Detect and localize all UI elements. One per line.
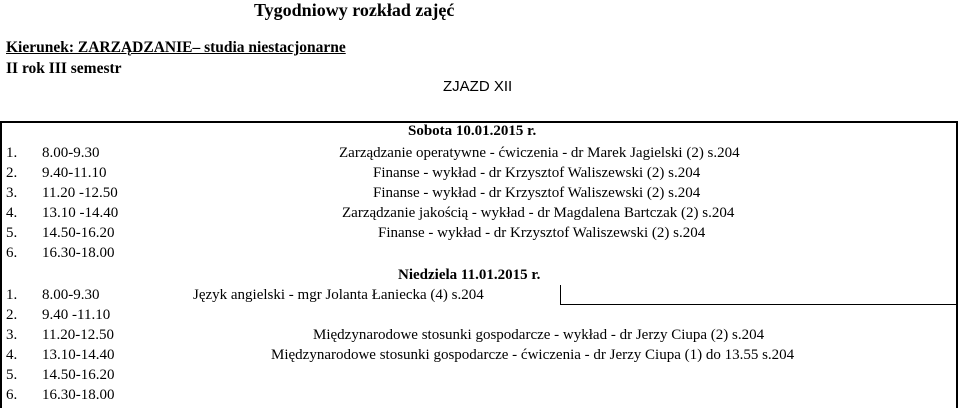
session-label: ZJAZD XII: [443, 78, 513, 95]
row-index: 2.: [6, 307, 18, 323]
row-time: 8.00-9.30: [42, 287, 100, 303]
row-time: 9.40-11.10: [42, 165, 107, 181]
table-row: [0, 305, 958, 325]
row-index: 4.: [6, 347, 18, 363]
page-title: Tygodniowy rozkład zajęć: [254, 0, 455, 20]
saturday-header: Sobota 10.01.2015 r.: [408, 123, 537, 139]
year-semester-label: II rok III semestr: [6, 60, 122, 77]
row-index: 6.: [6, 245, 18, 261]
row-time: 14.50-16.20: [42, 367, 115, 383]
row-index: 1.: [6, 287, 18, 303]
row-time: 9.40 -11.10: [42, 307, 111, 323]
row-time: 13.10 -14.40: [42, 205, 119, 221]
row-time: 8.00-9.30: [42, 145, 100, 161]
row-time: 16.30-18.00: [42, 387, 115, 403]
table-row: [0, 365, 958, 385]
row-index: 3.: [6, 185, 18, 201]
table-row: [0, 163, 958, 183]
table-row: [0, 223, 958, 243]
row-subject: Międzynarodowe stosunki gospodarcze - wykład - dr Jerzy Ciupa (2) s.204: [313, 327, 765, 343]
row-subject: Finanse - wykład - dr Krzysztof Waliszewski (2) s.204: [373, 165, 701, 181]
sunday-header: Niedziela 11.01.2015 r.: [398, 267, 541, 283]
row-index: 2.: [6, 165, 18, 181]
row-subject: Międzynarodowe stosunki gospodarcze - ćwiczenia - dr Jerzy Ciupa (1) do 13.55 s.204: [271, 347, 795, 363]
row-index: 5.: [6, 225, 18, 241]
table-row: [0, 345, 958, 365]
table-row: [0, 385, 958, 405]
table-row: [0, 325, 958, 345]
row-time: 16.30-18.00: [42, 245, 115, 261]
department-label: Kierunek: ZARZĄDZANIE– studia niestacjonarne: [6, 39, 346, 56]
table-row: [0, 143, 958, 163]
row-subject: Zarządzanie operatywne - ćwiczenia - dr Marek Jagielski (2) s.204: [339, 145, 740, 161]
row-subject: Zarządzanie jakością - wykład - dr Magdalena Bartczak (2) s.204: [342, 205, 735, 221]
row-subject: Język angielski - mgr Jolanta Łaniecka (4) s.204: [193, 287, 484, 303]
table-row: [0, 203, 958, 223]
row-subject: Finanse - wykład - dr Krzysztof Waliszewski (2) s.204: [373, 185, 701, 201]
table-row: [0, 243, 958, 263]
row-time: 11.20 -12.50: [42, 185, 118, 201]
row-index: 6.: [6, 387, 18, 403]
row-time: 13.10-14.40: [42, 347, 115, 363]
table-row: [0, 183, 958, 203]
row-index: 3.: [6, 327, 18, 343]
row-time: 14.50-16.20: [42, 225, 115, 241]
row-time: 11.20-12.50: [42, 327, 114, 343]
row-index: 4.: [6, 205, 18, 221]
row-subject: Finanse - wykład - dr Krzysztof Waliszewski (2) s.204: [378, 225, 706, 241]
row-index: 1.: [6, 145, 18, 161]
row-index: 5.: [6, 367, 18, 383]
table-row: [0, 285, 958, 305]
